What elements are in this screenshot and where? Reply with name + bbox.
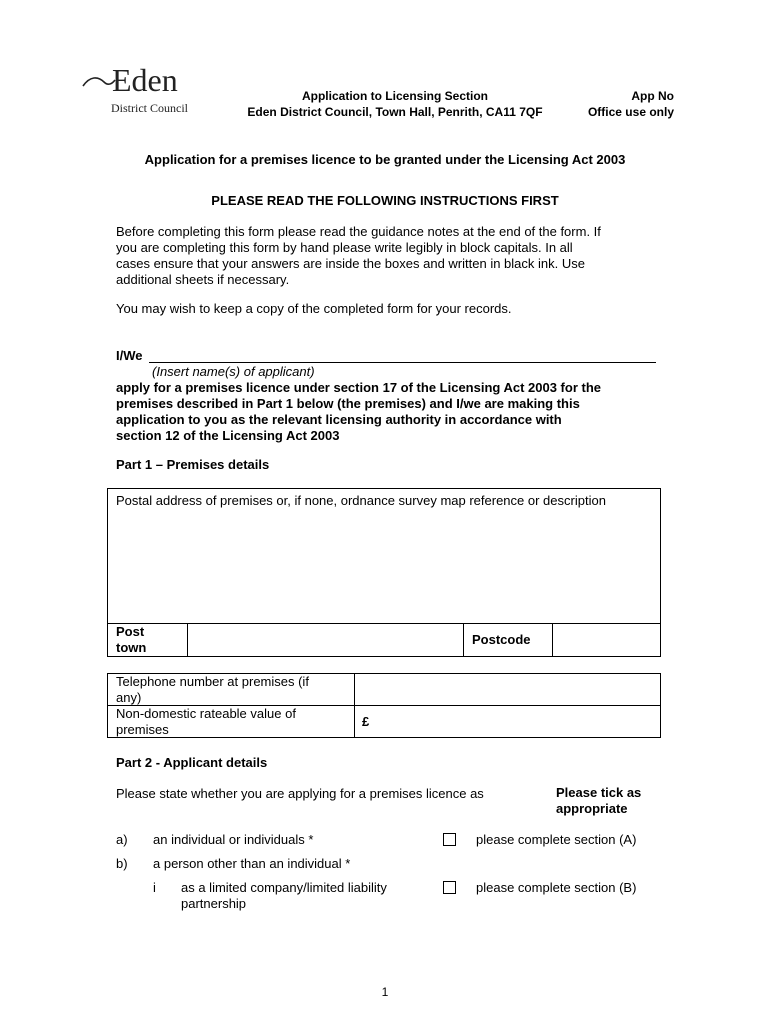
telephone-label-line: any) [116, 690, 142, 705]
applicant-name-hint: (Insert name(s) of applicant) [152, 364, 315, 379]
instructions-line: additional sheets if necessary. [116, 272, 290, 287]
instructions-line: Before completing this form please read the guidance notes at the end of the form. If [116, 224, 601, 239]
page-number: 1 [381, 985, 389, 999]
option-a-checkbox[interactable] [443, 833, 456, 846]
rateable-label-line: premises [116, 722, 169, 737]
rateable-label-line: Non-domestic rateable value of [116, 706, 296, 721]
applicant-declaration [116, 380, 676, 444]
post-town-input[interactable] [189, 625, 461, 655]
applicant-type-question: Please state whether you are applying for a premises licence as [116, 786, 484, 801]
option-a-marker: a) [116, 832, 128, 847]
instructions-line: cases ensure that your answers are inside the boxes and written in black ink. Use [116, 256, 585, 271]
tick-instruction [556, 785, 641, 817]
app-no-label: App No [631, 89, 674, 103]
instructions-line: you are completing this form by hand please write legibly in block capitals. In all [116, 240, 573, 255]
header-title [230, 88, 560, 120]
currency-symbol: £ [362, 714, 370, 729]
option-b-i-marker: i [153, 880, 156, 895]
declaration-line: application to you as the relevant licensing authority in accordance with [116, 412, 562, 427]
tick-instruction-line: Please tick as [556, 785, 642, 800]
part2-heading: Part 2 - Applicant details [116, 755, 268, 770]
telephone-label [116, 674, 309, 706]
logo-swoosh [82, 70, 116, 92]
premises-address-label: Postal address of premises or, if none, ordnance survey map reference or description [116, 493, 606, 508]
declaration-line: apply for a premises licence under section 17 of the Licensing Act 2003 for the [116, 380, 601, 395]
telephone-input[interactable] [356, 675, 658, 704]
option-b-i-label [181, 880, 387, 912]
postcode-input-divider [552, 623, 553, 657]
post-town-label-line: town [116, 640, 147, 655]
copy-note: You may wish to keep a copy of the completed form for your records. [116, 301, 512, 316]
option-b-marker: b) [116, 856, 128, 871]
post-town-divider [187, 623, 188, 657]
office-use-label: Office use only [587, 105, 674, 119]
office-use-box [568, 88, 674, 120]
rateable-value-input[interactable] [375, 707, 658, 736]
instructions-paragraph [116, 224, 676, 288]
premises-address-input[interactable] [110, 512, 658, 622]
postcode-input[interactable] [554, 625, 658, 655]
postcode-label: Postcode [472, 632, 531, 647]
iwe-label: I/We [116, 348, 143, 363]
option-a-label: an individual or individuals * [153, 832, 314, 847]
option-b-label: a person other than an individual * [153, 856, 351, 871]
applicant-name-input[interactable] [149, 350, 656, 363]
header-title-line1: Application to Licensing Section [301, 89, 488, 103]
logo-subtitle: District Council [111, 101, 188, 115]
option-b-i-label-line: as a limited company/limited liability [181, 880, 387, 895]
postcode-label-divider [463, 623, 464, 657]
address-divider [107, 623, 661, 624]
post-town-label-line: Post [116, 624, 145, 639]
part1-heading: Part 1 – Premises details [116, 457, 270, 472]
telephone-label-line: Telephone number at premises (if [116, 674, 309, 689]
form-title: Application for a premises licence to be granted under the Licensing Act 2003 [144, 152, 626, 167]
option-b-i-label-line: partnership [181, 896, 247, 911]
rateable-value-label [116, 706, 296, 738]
post-town-label [116, 624, 146, 656]
logo-name: Eden [112, 62, 178, 98]
tick-instruction-line: appropriate [556, 801, 628, 816]
header-title-line2: Eden District Council, Town Hall, Penrith, CA11 7QF [247, 105, 543, 119]
option-a-note: please complete section (A) [476, 832, 637, 847]
option-b-i-note: please complete section (B) [476, 880, 637, 895]
declaration-line: premises described in Part 1 below (the premises) and I/we are making this [116, 396, 580, 411]
declaration-line: section 12 of the Licensing Act 2003 [116, 428, 340, 443]
option-b-i-checkbox[interactable] [443, 881, 456, 894]
instructions-heading: PLEASE READ THE FOLLOWING INSTRUCTIONS FIRST [211, 193, 559, 208]
contact-column-divider [354, 673, 355, 738]
